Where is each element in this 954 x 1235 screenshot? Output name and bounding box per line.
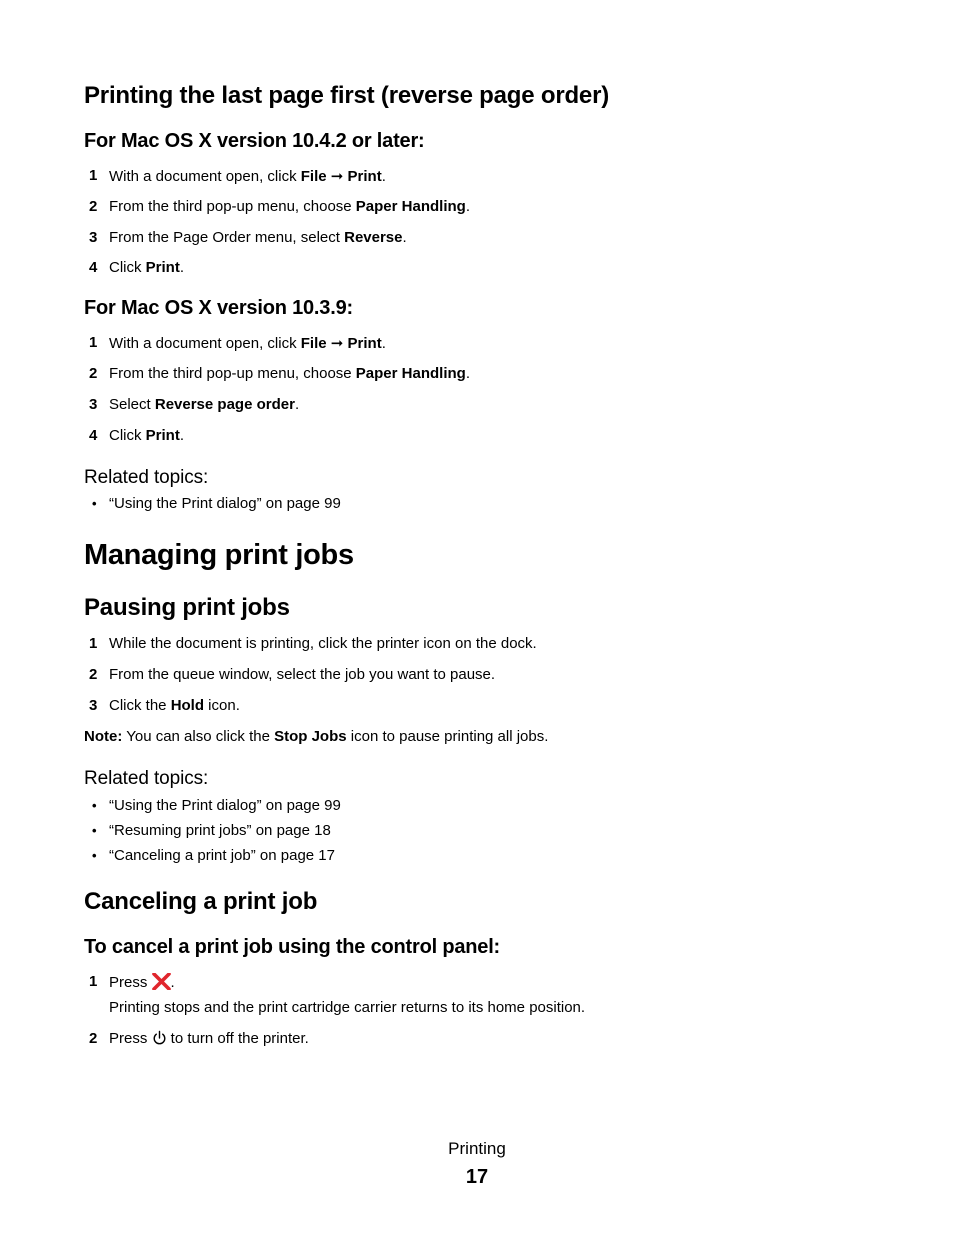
menu-print: Print [347, 168, 382, 185]
step-number: 1 [89, 973, 98, 990]
step-number: 3 [89, 229, 98, 246]
menu-file: File [300, 168, 327, 185]
step-number: 2 [89, 198, 98, 215]
step-number: 1 [89, 334, 98, 351]
cancel-x-icon [152, 973, 171, 994]
bullet: • [92, 496, 97, 511]
note-label: Note: [84, 728, 123, 745]
step-number: 4 [89, 259, 98, 276]
step-text: With a document open, click File ➞ Print. [109, 335, 386, 352]
step-text: While the document is printing, click the printer icon on the dock. [109, 635, 537, 652]
step-number: 3 [89, 396, 98, 413]
related-link[interactable]: “Resuming print jobs” on page 18 [109, 822, 331, 839]
step-text: From the Page Order menu, select Reverse. [109, 229, 407, 246]
footer-chapter-label: Printing [448, 1139, 506, 1158]
related-link[interactable]: “Using the Print dialog” on page 99 [109, 797, 341, 814]
step-number: 4 [89, 427, 98, 444]
step-text: Select Reverse page order. [109, 396, 300, 413]
bullet: • [92, 798, 97, 813]
step-text: Press to turn off the printer. [109, 1030, 309, 1050]
subheading-mac-1042: For Mac OS X version 10.4.2 or later: [84, 130, 425, 152]
step-text: Press . [109, 973, 175, 994]
subheading-mac-1039: For Mac OS X version 10.3.9: [84, 297, 353, 319]
bullet: • [92, 823, 97, 838]
related-topics-heading: Related topics: [84, 467, 209, 488]
note: Note: You can also click the Stop Jobs icon to pause printing all jobs. [84, 728, 549, 745]
step-text: From the third pop-up menu, choose Paper Handling. [109, 365, 470, 382]
related-link[interactable]: “Canceling a print job” on page 17 [109, 847, 335, 864]
page-number: 17 [465, 1166, 489, 1188]
step-number: 3 [89, 697, 98, 714]
bullet: • [92, 848, 97, 863]
subheading-control-panel: To cancel a print job using the control panel: [84, 936, 501, 958]
step-number: 1 [89, 167, 98, 184]
related-link[interactable]: “Using the Print dialog” on page 99 [109, 495, 341, 512]
step-text: Click the Hold icon. [109, 697, 240, 714]
step-text: From the third pop-up menu, choose Paper Handling. [109, 198, 470, 215]
related-topics-heading: Related topics: [84, 768, 209, 789]
section-title-reverse-order: Printing the last page first (reverse page order) [84, 82, 610, 109]
power-icon [152, 1030, 167, 1050]
step-number: 1 [89, 635, 98, 652]
step-number: 2 [89, 666, 98, 683]
step-text: Click Print. [109, 427, 185, 444]
step-text: Click Print. [109, 259, 185, 276]
chapter-title-managing: Managing print jobs [84, 539, 354, 571]
arrow-icon: ➞ [330, 168, 344, 185]
step-text: With a document open, click File ➞ Print. [109, 168, 386, 185]
step-number: 2 [89, 365, 98, 382]
section-title-canceling: Canceling a print job [84, 888, 318, 915]
step-result-text: Printing stops and the print cartridge carrier returns to its home position. [109, 999, 586, 1016]
step-number: 2 [89, 1030, 98, 1047]
step-text: From the queue window, select the job you want to pause. [109, 666, 496, 683]
section-title-pausing: Pausing print jobs [84, 594, 290, 621]
arrow-icon: ➞ [330, 335, 344, 352]
